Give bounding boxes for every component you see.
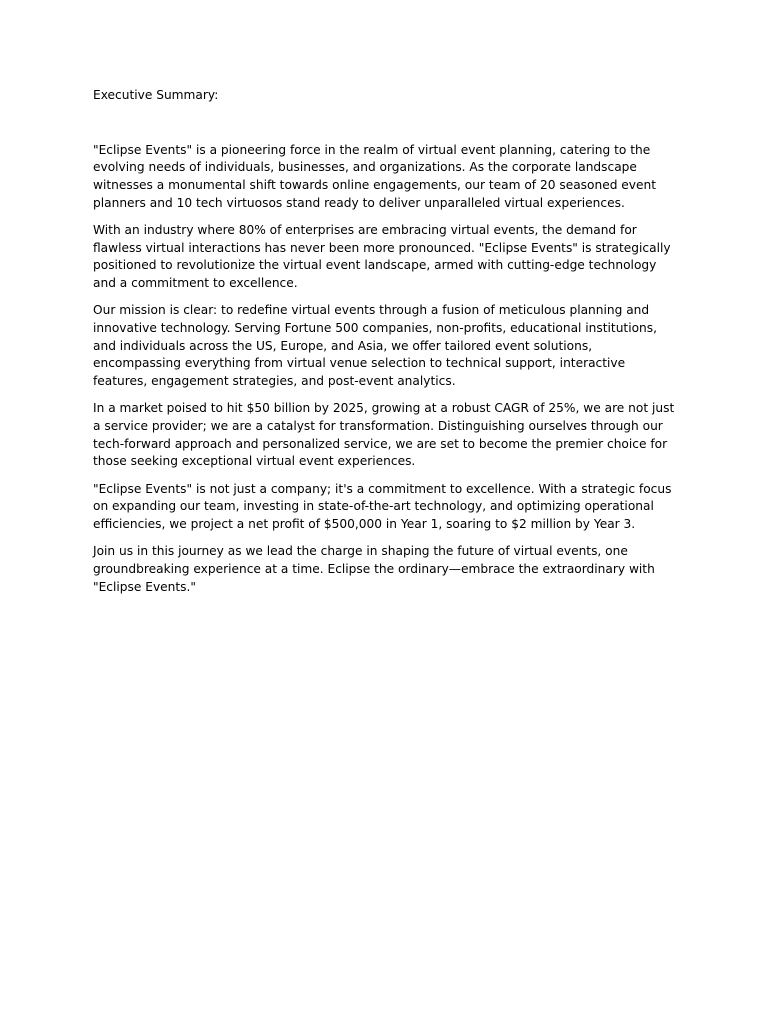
document-body [93,87,677,606]
section-heading: Executive Summary: [93,88,219,102]
paragraph-mission: Our mission is clear: to redefine virtual events through a fusion of meticulous planning and innovative technology. Serving Fortune 500 companies, non-profits, educational institutions, and individuals across the US, Europe, and Asia, we offer tailored event solutions, encompassing everything from virtual venue selection to technical support, interactive features, engagement strategies, and post-event analytics. [93,303,657,389]
paragraph-market-size: In a market poised to hit $50 billion by 2025, growing at a robust CAGR of 25%, we are not just a service provider; we are a catalyst for transformation. Distinguishing ourselves through our tech-forward approach and personalized service, we are set to become the premier choice for those seeking exceptional virtual event experiences. [93,401,675,469]
paragraph-closing: Join us in this journey as we lead the charge in shaping the future of virtual events, one groundbreaking experience at a time. Eclipse the ordinary—embrace the extraordinary with "Eclipse Events." [93,544,655,594]
paragraph-market-demand: With an industry where 80% of enterprises are embracing virtual events, the demand for flawless virtual interactions has never been more pronounced. "Eclipse Events" is strategically positioned to revolutionize the virtual event landscape, armed with cutting-edge technology and a commitment to excellence. [93,223,671,291]
paragraph-financials: "Eclipse Events" is not just a company; it's a commitment to excellence. With a strategic focus on expanding our team, investing in state-of-the-art technology, and optimizing operational efficiencies, we project a net profit of $500,000 in Year 1, soaring to $2 million by Year 3. [93,481,672,532]
paragraph-intro: "Eclipse Events" is a pioneering force in the realm of virtual event planning, catering to the evolving needs of individuals, businesses, and organizations. As the corporate landscape witnesses a monumental shift towards online engagements, our team of 20 seasoned event planners and 10 tech virtuosos stand ready to deliver unparalleled virtual experiences. [93,142,657,210]
